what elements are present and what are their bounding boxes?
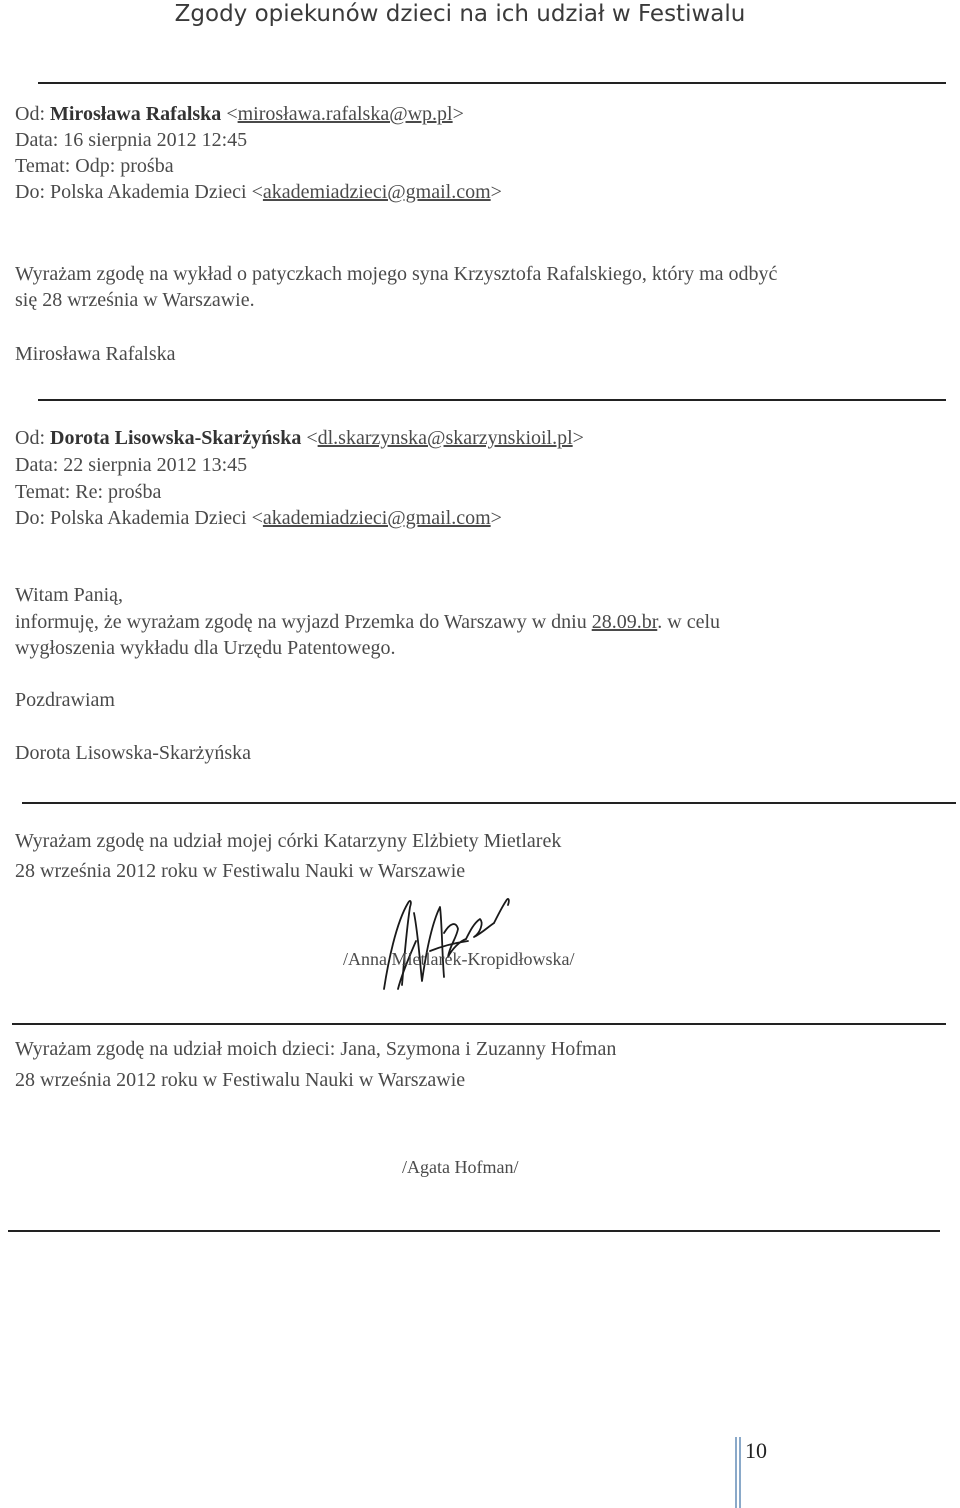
email1-recipient-link[interactable]: akademiadzieci@gmail.com — [262, 181, 491, 203]
email2-signature: Dorota Lisowska-Skarżyńska — [15, 742, 252, 764]
separator-rule — [8, 1230, 940, 1232]
email2-date: Data: 22 sierpnia 2012 13:45 — [15, 454, 248, 476]
separator-rule — [38, 82, 946, 84]
email2-from: Od: Dorota Lisowska-Skarżyńska <dl.skarzynska@skarzynskioil.pl> — [15, 427, 584, 449]
page-number: 10 — [745, 1438, 767, 1463]
email2-greeting: Witam Panią, — [15, 584, 124, 606]
email1-to: Do: Polska Akademia Dzieci <akademiadzieci@gmail.com> — [15, 181, 502, 203]
email1-body-line: Wyrażam zgodę na wykład o patyczkach mojego syna Krzysztofa Rafalskiego, który ma odbyć — [15, 263, 778, 285]
email1-signature: Mirosława Rafalska — [15, 343, 176, 365]
email2-subject: Temat: Re: prośba — [15, 481, 162, 503]
consent1-text-line: Wyrażam zgodę na udział mojej córki Katarzyny Elżbiety Mietlarek — [15, 830, 562, 852]
email1-subject: Temat: Odp: prośba — [15, 155, 174, 177]
email2-body-line: informuję, że wyrażam zgodę na wyjazd Przemka do Warszawy w dniu 28.09.br. w celu — [15, 611, 721, 633]
email2-to: Do: Polska Akademia Dzieci <akademiadzieci@gmail.com> — [15, 507, 502, 529]
separator-rule — [22, 802, 956, 804]
email1-sender-name: Mirosława Rafalska — [50, 103, 222, 125]
email2-body-line: wygłoszenia wykładu dla Urzędu Patentowego. — [15, 637, 396, 659]
email1-date: Data: 16 sierpnia 2012 12:45 — [15, 129, 248, 151]
email1-from: Od: Mirosława Rafalska <mirosława.rafalska@wp.pl> — [15, 103, 464, 125]
separator-rule — [12, 1023, 946, 1025]
email1-sender-link[interactable]: mirosława.rafalska@wp.pl — [237, 103, 453, 125]
email2-sender-link[interactable]: dl.skarzynska@skarzynskioil.pl — [317, 427, 573, 449]
consent2-signed-name: /Agata Hofman/ — [402, 1157, 519, 1177]
email1-body-line: się 28 września w Warszawie. — [15, 289, 255, 311]
handwritten-signature-icon — [370, 893, 520, 993]
consent1-signed-name: /Anna Mietlarek-Kropidłowska/ — [343, 949, 575, 969]
consent2-text-line: Wyrażam zgodę na udział moich dzieci: Jana, Szymona i Zuzanny Hofman — [15, 1038, 617, 1060]
email2-date-link[interactable]: 28.09.br — [591, 611, 658, 633]
separator-rule — [38, 399, 946, 401]
page-number-divider — [735, 1437, 737, 1508]
page-number-divider — [739, 1437, 741, 1508]
consent1-text-line: 28 września 2012 roku w Festiwalu Nauki w Warszawie — [15, 860, 466, 882]
email2-sender-name: Dorota Lisowska-Skarżyńska — [50, 427, 302, 449]
page-title: Zgody opiekunów dzieci na ich udział w Festiwalu — [174, 1, 746, 27]
email2-closing: Pozdrawiam — [15, 689, 115, 711]
consent2-text-line: 28 września 2012 roku w Festiwalu Nauki w Warszawie — [15, 1069, 466, 1091]
email2-recipient-link[interactable]: akademiadzieci@gmail.com — [262, 507, 491, 529]
